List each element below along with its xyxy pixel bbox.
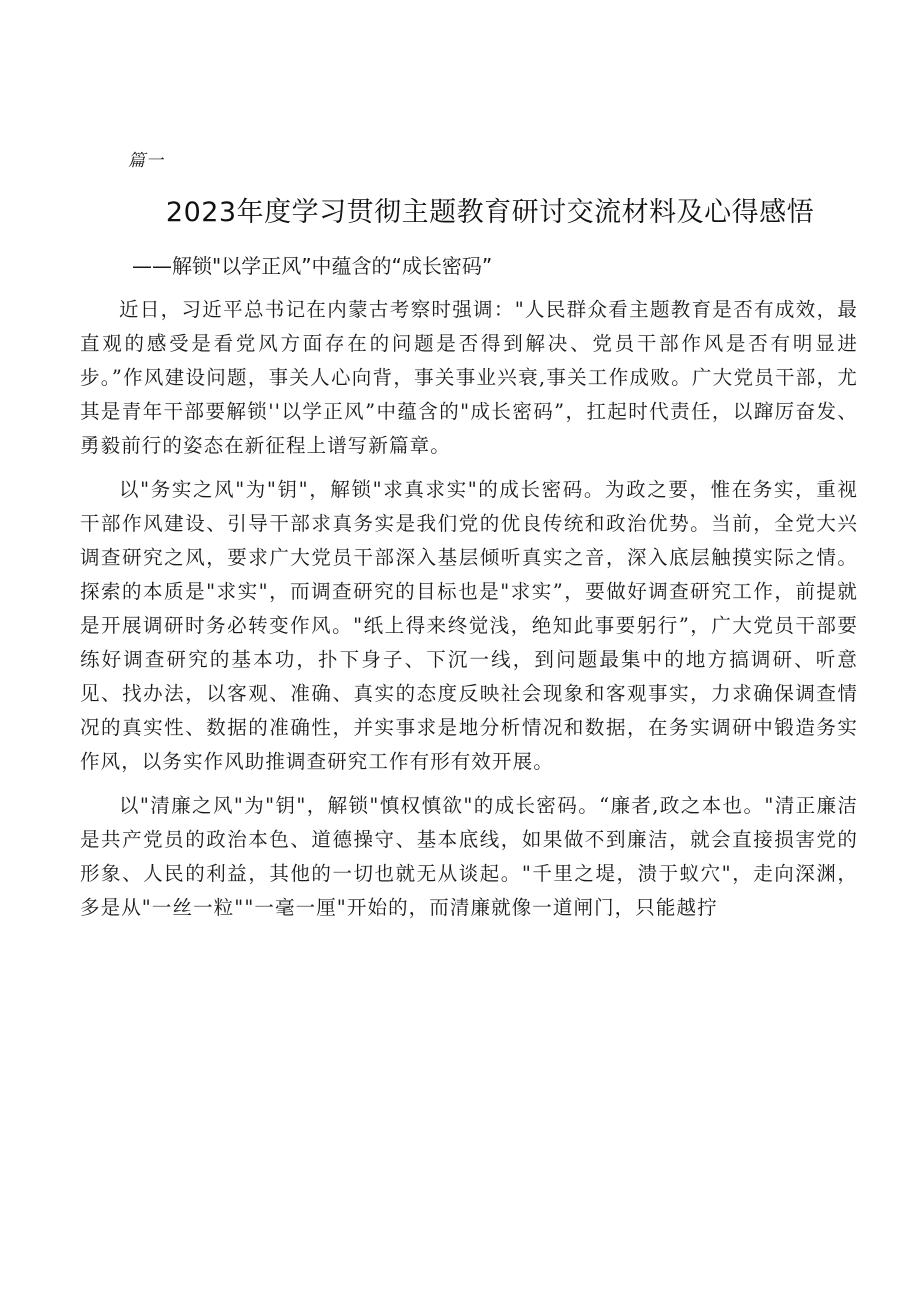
section-label: 篇一 [128,151,164,171]
paragraph-integrity-style: 以"清廉之风"为"钥"，解锁"慎权慎欲"的成长密码。“廉者,政之本也。"清正廉洁是共产党员的政治本色、道德操守、基本底线，如果做不到廉洁，就会直接损害党的形象、人民的利益，其他的一切也就无从谈起。"千里之堤，溃于蚁穴"，走向深渊，多是从"一丝一粒""一毫一厘"开始的，而清廉就像一道闸门，只能越拧 [80,794,858,919]
document-title: 2023年度学习贯彻主题教育研讨交流材料及心得感悟 [165,197,815,228]
paragraph-intro: 近日，习近平总书记在内蒙古考察时强调："人民群众看主题教育是否有成效，最直观的感受是看党风方面存在的问题是否得到解决、党员干部作风是否有明显进步。”作风建设问题，事关人心向背，事关事业兴衰,事关工作成败。广大党员干部，尤其是青年干部要解锁''以学正风”中蕴含的"成长密码”，扛起时代责任，以蹿厉奋发、勇毅前行的姿态在新征程上谱写新篇章。 [80,298,858,457]
document-subtitle: ——解锁"以学正风”中蕴含的“成长密码” [132,254,493,278]
document-body [80,293,858,935]
paragraph-pragmatic-style: 以"务实之风"为"钥"，解锁"求真求实"的成长密码。为政之要，惟在务实，重视干部作风建设、引导干部求真务实是我们党的优良传统和政治优势。当前，全党大兴调查研究之风，要求广大党员干部深入基层倾听真实之音，深入底层触摸实际之情。探索的本质是"求实"，而调查研究的目标也是"求实”，要做好调查研究工作，前提就是开展调研时务必转变作风。"纸上得来终觉浅，绝知此事要躬行”，广大党员干部要练好调查研究的基本功，扑下身子、下沉一线，到问题最集中的地方搞调研、听意见、找办法，以客观、准确、真实的态度反映社会现象和客观事实，力求确保调查情况的真实性、数据的准确性，并实事求是地分析情况和数据，在务实调研中锻造务实作风，以务实作风助推调查研究工作有形有效开展。 [80,478,858,773]
